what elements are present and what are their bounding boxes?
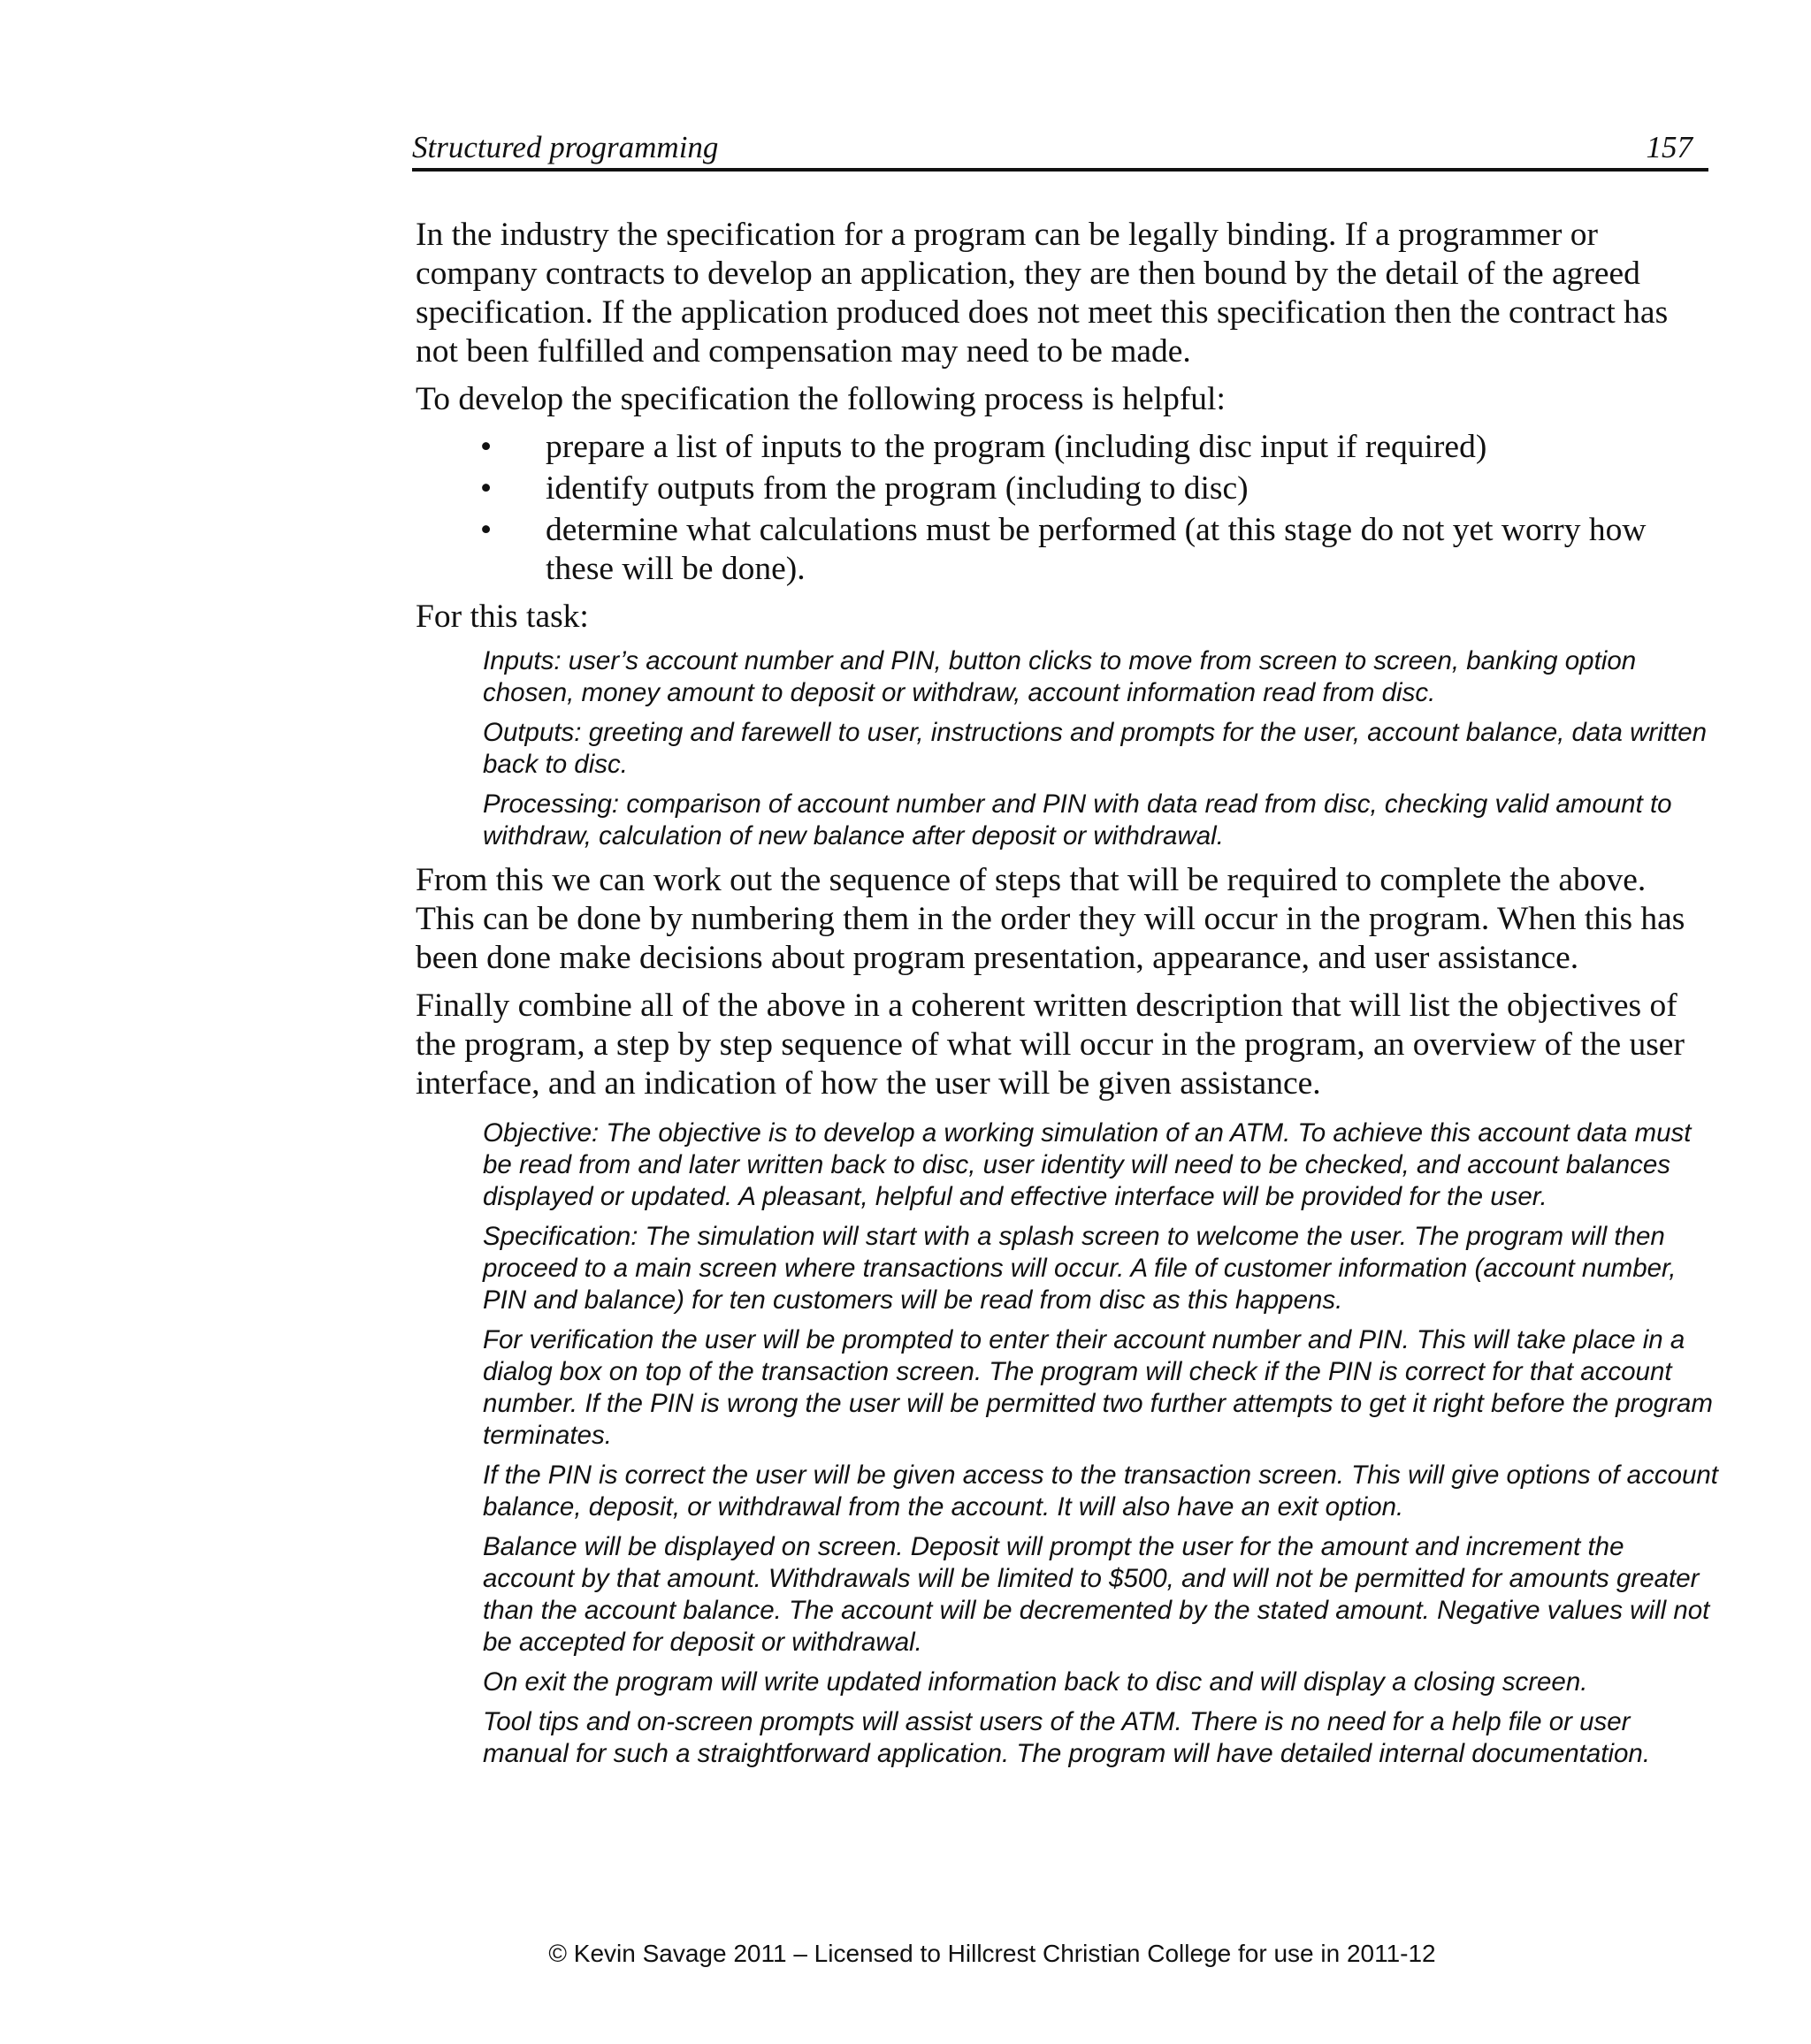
spec-verification: For verification the user will be prompted to enter their account number and PIN. This will take place in a dialog box on top of the transaction screen. The program will check if the PIN is correct for that account number. If the PIN is wrong the user will be permitted two further attempts to get it right before the program terminates. <box>483 1325 1713 1450</box>
running-header <box>412 127 1708 172</box>
body-text <box>416 216 1718 1779</box>
specification-details-block <box>483 1117 1719 1770</box>
spec-help: Tool tips and on-screen prompts will assist users of the ATM. There is no need for a help file or user manual for such a straightforward application. The program will have detailed internal documentation. <box>483 1707 1651 1768</box>
task-processing: Processing: comparison of account number and PIN with data read from disc, checking valid amount to withdraw, calculation of new balance after deposit or withdrawal. <box>483 789 1672 850</box>
bullet-icon: • <box>480 470 493 507</box>
section-title: Structured programming <box>412 130 719 164</box>
bullet-icon: • <box>480 512 493 548</box>
list-item <box>416 511 1712 589</box>
paragraph-for-this-task: For this task: <box>416 599 589 635</box>
paragraph-sequence-of-steps: From this we can work out the sequence of steps that will be required to complete the above. This can be done by numbering them in the order they will occur in the program. When this has been done make decisions about program presentation, appearance, and user assistance. <box>416 862 1685 976</box>
copyright-footer: © Kevin Savage 2011 – Licensed to Hillcrest Christian College for use in 2011-12 <box>548 1940 1436 1967</box>
process-bullet-list <box>416 428 1712 589</box>
paragraph-legal-binding: In the industry the specification for a program can be legally binding. If a programmer or company contracts to develop an application, they are then bound by the detail of the agreed specification. If the application produced does not meet this specification then the contract has not been fulfilled and compensation may need to be made. <box>416 217 1669 370</box>
task-inputs: Inputs: user’s account number and PIN, button clicks to move from screen to screen, banking option chosen, money amount to deposit or withdraw, account information read from disc. <box>483 646 1637 707</box>
spec-objective: Objective: The objective is to develop a working simulation of an ATM. To achieve this account data must be read from and later written back to disc, user identity will need to be checked, and account balances displayed or updated. A pleasant, helpful and effective interface will be provided for the user. <box>483 1118 1692 1211</box>
task-outputs: Outputs: greeting and farewell to user, instructions and prompts for the user, account balance, data written back to disc. <box>483 718 1708 779</box>
spec-specification: Specification: The simulation will start with a splash screen to welcome the user. The program will then proceed to a main screen where transactions will occur. A file of customer information (account number, PIN and balance) for ten customers will be read from disc as this happens. <box>483 1222 1677 1315</box>
list-item <box>416 428 1712 467</box>
list-item-text: identify outputs from the program (including to disc) <box>546 470 1249 507</box>
page-number: 157 <box>1646 130 1693 164</box>
task-details-block <box>483 645 1719 852</box>
paragraph-combine-description: Finally combine all of the above in a coherent written description that will list the objectives of the program, a step by step sequence of what will occur in the program, an overview of the user interface, and an indication of how the user will be given assistance. <box>416 988 1685 1102</box>
paragraph-process-intro: To develop the specification the following process is helpful: <box>416 381 1226 417</box>
bullet-icon: • <box>480 429 493 465</box>
spec-pin-correct: If the PIN is correct the user will be given access to the transaction screen. This will give options of account balance, deposit, or withdrawal from the account. It will also have an exit option. <box>483 1461 1718 1522</box>
list-item <box>416 469 1712 508</box>
spec-balance: Balance will be displayed on screen. Deposit will prompt the user for the amount and increment the account by that amount. Withdrawals will be limited to $500, and will not be permitted for amounts greater than the account balance. The account will be decremented by the stated amount. Negative values will not be accepted for deposit or withdrawal. <box>483 1532 1710 1657</box>
spec-exit: On exit the program will write updated information back to disc and will display a closing screen. <box>483 1667 1588 1697</box>
list-item-text: determine what calculations must be performed (at this stage do not yet worry how these will be done). <box>546 512 1647 587</box>
list-item-text: prepare a list of inputs to the program (including disc input if required) <box>546 429 1487 465</box>
